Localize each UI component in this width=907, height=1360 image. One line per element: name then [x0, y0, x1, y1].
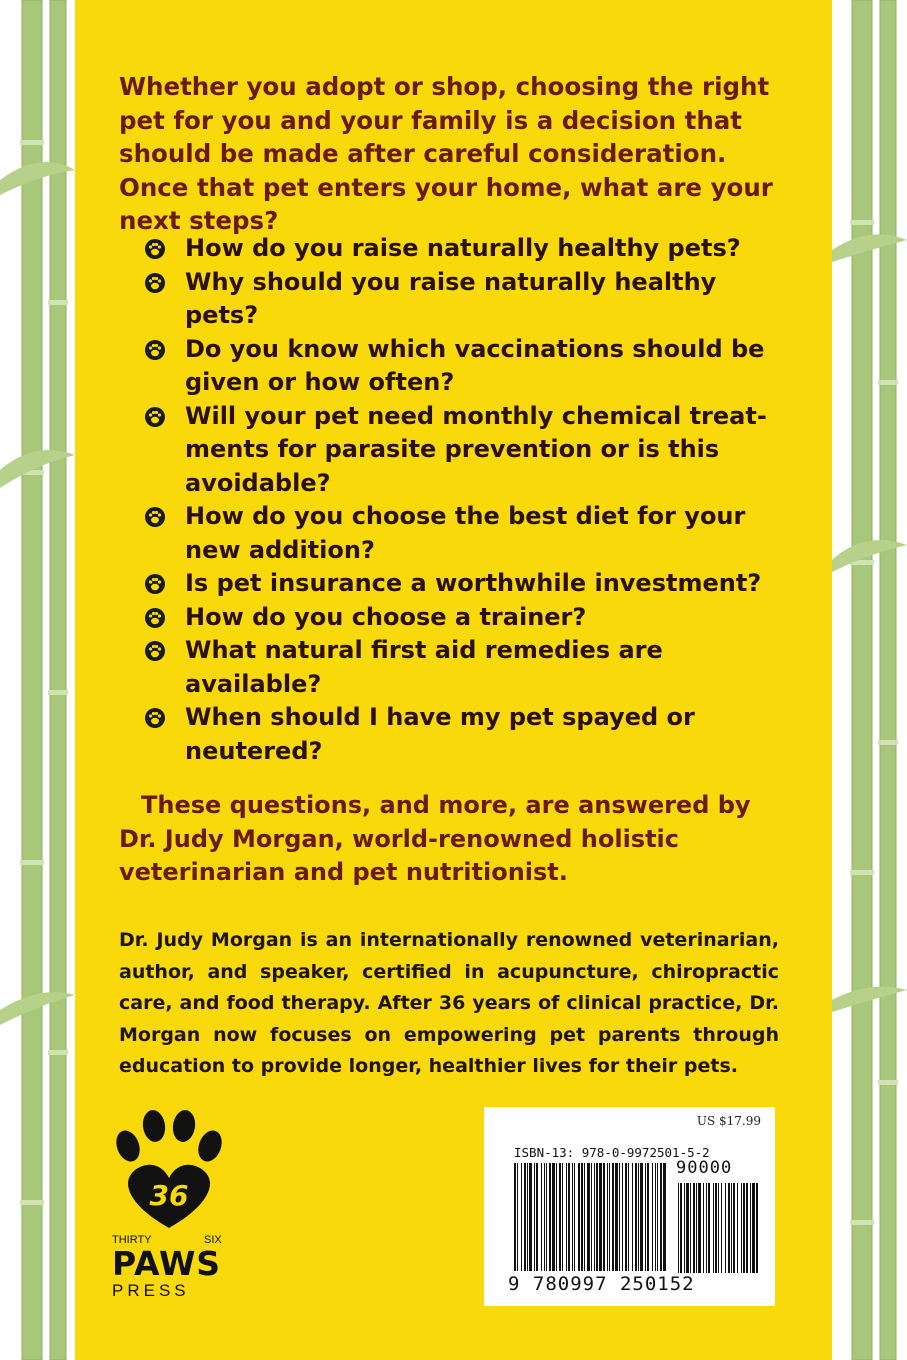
paw-print-icon	[145, 273, 165, 293]
paw-print-icon	[145, 708, 165, 728]
barcode-bar	[524, 1163, 526, 1271]
list-item	[145, 634, 795, 701]
barcode-bar	[546, 1163, 547, 1271]
barcode-bar	[733, 1183, 735, 1273]
barcode-bar	[706, 1183, 707, 1273]
question-text: Why should you raise naturally healthy pets?	[185, 267, 717, 329]
barcode-bar	[612, 1163, 614, 1271]
paw-print-icon	[145, 507, 165, 527]
paw-print-icon	[145, 340, 165, 360]
barcode-bar	[514, 1163, 516, 1271]
paw-print-icon	[145, 239, 165, 259]
barcode-bars	[514, 1163, 760, 1275]
barcode-bar	[591, 1163, 592, 1271]
barcode-bar	[619, 1163, 620, 1271]
barcode-bar	[635, 1163, 637, 1271]
barcode-bar	[549, 1163, 551, 1271]
barcode-bar	[743, 1183, 745, 1273]
paw-print-icon	[145, 574, 165, 594]
barcode-bar	[645, 1163, 646, 1271]
barcode-bar	[594, 1163, 595, 1271]
barcode-bar	[713, 1183, 714, 1273]
barcode-bar	[640, 1163, 643, 1271]
barcode-bar	[715, 1183, 717, 1273]
barcode-bar	[609, 1163, 610, 1271]
barcode-bar	[741, 1183, 742, 1273]
logo-paws: PAWS	[112, 1244, 220, 1283]
barcode-bar	[684, 1183, 685, 1273]
barcode-bar	[746, 1183, 748, 1273]
barcode-bar	[556, 1163, 557, 1271]
barcode-bar	[578, 1163, 580, 1271]
list-item	[145, 500, 795, 567]
barcode-bar	[696, 1183, 697, 1273]
question-list	[145, 232, 795, 768]
barcode-bar	[663, 1163, 666, 1271]
question-text: How do you choose the best diet for your new addition?	[185, 502, 746, 564]
barcode-supplement: 90000	[676, 1158, 733, 1178]
barcode-bar	[562, 1163, 563, 1271]
barcode-bar	[574, 1163, 575, 1271]
barcode-bar	[750, 1183, 751, 1273]
barcode-bar	[559, 1163, 561, 1271]
barcode-bar	[718, 1183, 719, 1273]
barcode-bar	[584, 1163, 585, 1271]
isbn-label: ISBN-13: 978-0-9972501-5-2	[514, 1145, 710, 1160]
barcode-bar	[603, 1163, 605, 1271]
barcode-bar	[544, 1163, 545, 1271]
barcode-bar	[625, 1163, 627, 1271]
barcode-bar	[517, 1163, 518, 1271]
list-item	[145, 232, 795, 266]
question-text: When should I have my pet spayed or neutered?	[185, 703, 695, 765]
paw-print-icon	[145, 641, 165, 661]
question-text: How do you raise naturally healthy pets?	[185, 234, 741, 262]
barcode-bar	[657, 1163, 658, 1271]
paw-print-icon	[145, 608, 165, 628]
barcode-bar	[596, 1163, 598, 1271]
barcode-bar	[536, 1163, 538, 1271]
barcode-bar	[678, 1183, 679, 1273]
logo-number: 36	[149, 1179, 189, 1212]
logo-six: SIX	[204, 1234, 222, 1246]
barcode-bar	[552, 1163, 555, 1271]
barcode-bar	[647, 1163, 649, 1271]
question-text: Is pet insurance a worthwhile investment?	[185, 569, 762, 597]
barcode-bar	[655, 1163, 656, 1271]
paw-print-icon	[145, 407, 165, 427]
list-item	[145, 601, 795, 635]
barcode-bar	[587, 1163, 590, 1271]
intro-text: Whether you adopt or shop, choosing the right pet for you and your family is a decision that should be made after careful consideration. Once that pet enters your home, what are your next steps?	[119, 72, 773, 235]
barcode-bar	[572, 1163, 573, 1271]
question-text: How do you choose a trainer?	[185, 602, 587, 631]
author-bio: Dr. Judy Morgan is an internationally renowned veterinarian, author, and speaker, certified in acupuncture, chiropractic care, and food therapy. After 36 years of clinical practice, Dr. Morgan now focuses on empowering pet parents through education to provide longer, healthier lives for their pets.	[119, 929, 779, 1077]
barcode-digits: 9 780997 250152	[508, 1273, 695, 1295]
barcode-bar	[690, 1183, 691, 1273]
question-text: What natural first aid remedies are available?	[185, 636, 663, 698]
barcode-bar	[708, 1183, 710, 1273]
answered-by-text: These questions, and more, are answered by Dr. Judy Morgan, world-renowned holistic veterinarian and pet nutritionist.	[119, 791, 751, 886]
list-item	[145, 567, 795, 601]
barcode-bar	[599, 1163, 602, 1271]
barcode-bar	[527, 1163, 528, 1271]
question-text: Do you know which vaccinations should be given or how often?	[185, 334, 765, 396]
barcode-bar	[638, 1163, 639, 1271]
question-text: Will your pet need monthly chemical treat-ments for parasite prevention or is this avoidable?	[185, 401, 767, 497]
logo-thirty: THIRTY	[112, 1234, 152, 1246]
barcode-bar	[534, 1163, 535, 1271]
barcode-bar	[693, 1183, 695, 1273]
barcode-box	[484, 1107, 775, 1306]
barcode-bar	[725, 1183, 726, 1273]
barcode-bar	[622, 1163, 623, 1271]
list-item	[145, 400, 795, 501]
barcode-bar	[529, 1163, 532, 1271]
barcode-bar	[731, 1183, 732, 1273]
barcode-bar	[660, 1163, 662, 1271]
list-item	[145, 701, 795, 768]
barcode-bar	[721, 1183, 722, 1273]
barcode-bar	[680, 1183, 682, 1273]
barcode-bar	[521, 1163, 522, 1271]
barcode-bar	[703, 1183, 704, 1273]
price-label: US $17.99	[696, 1114, 761, 1128]
barcode-bar	[652, 1163, 653, 1271]
barcode-bar	[615, 1163, 618, 1271]
barcode-bar	[632, 1163, 633, 1271]
barcode-bar	[581, 1163, 583, 1271]
list-item	[145, 266, 795, 333]
barcode-bar	[737, 1183, 738, 1273]
barcode-bar	[541, 1163, 542, 1271]
barcode-bar	[752, 1183, 755, 1273]
list-item	[145, 333, 795, 400]
barcode-bar	[568, 1163, 570, 1271]
barcode-bar	[566, 1163, 567, 1271]
barcode-bar	[756, 1183, 758, 1273]
barcode-bar	[628, 1163, 629, 1271]
barcode-bar	[607, 1163, 608, 1271]
barcode-bar	[698, 1183, 701, 1273]
barcode-bar	[686, 1183, 689, 1273]
barcode-bar	[728, 1183, 730, 1273]
paw-heart-logo	[108, 1110, 233, 1305]
logo-press: PRESS	[112, 1281, 190, 1300]
